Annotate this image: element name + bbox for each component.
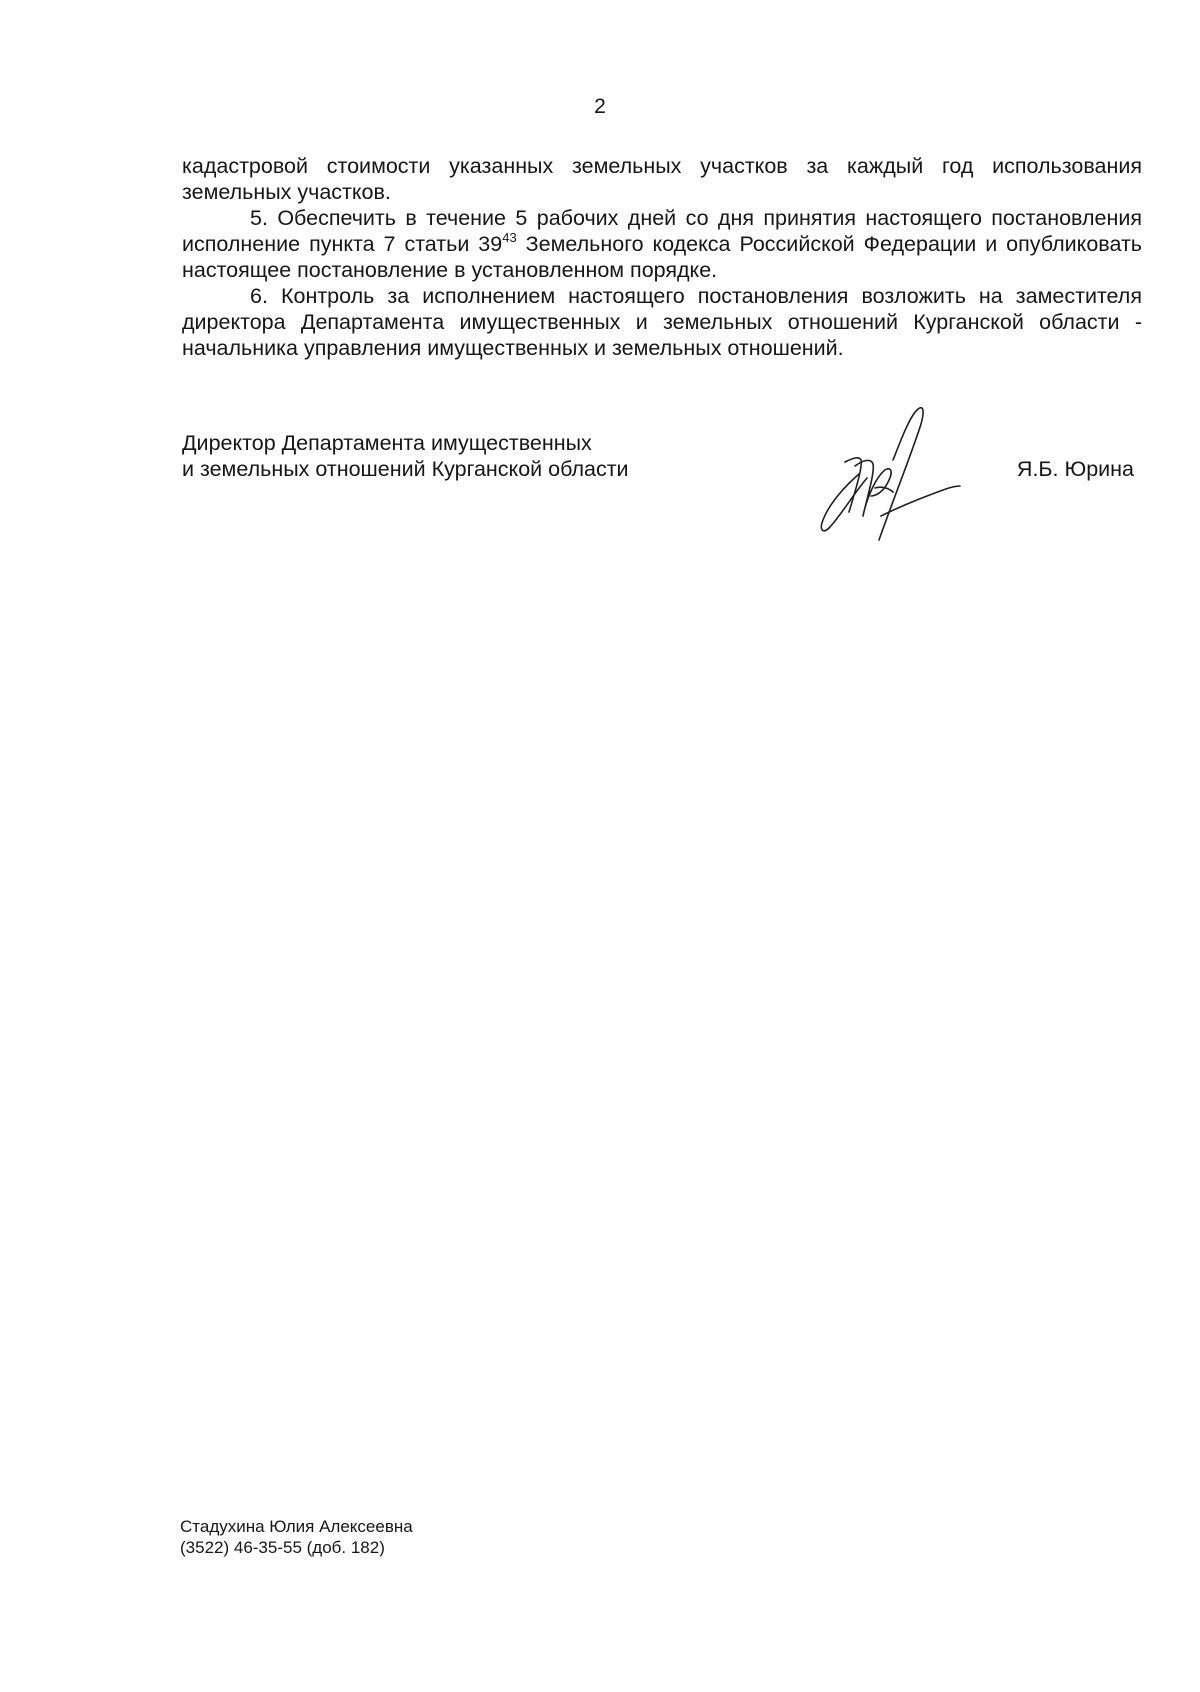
paragraph-5-text-a: 5. Обеспечить в течение 5 рабочих дней со дня принятия настоящего постановления исполнение пункта 7 статьи 39 — [182, 206, 1142, 256]
signer-name: Я.Б. Юрина — [1016, 457, 1134, 481]
page-number: 2 — [594, 95, 606, 118]
signer-position-line-1: Директор Департамента имущественных — [182, 431, 592, 455]
signer-position-line-2: и земельных отношений Курганской области — [182, 457, 629, 481]
article-superscript: 43 — [502, 230, 517, 245]
contact-info — [180, 1516, 413, 1558]
paragraph-5-text-b: Земельного кодекса Российской Федерации и опубликовать настоящее постановление в установленном порядке. — [182, 232, 1142, 282]
contact-name: Стадухина Юлия Алексеевна — [180, 1517, 413, 1536]
signature-block — [182, 430, 1142, 550]
paragraph-1: кадастровой стоимости указанных земельных участков за каждый год использования земельных участков. — [182, 154, 1142, 204]
handwritten-signature — [797, 400, 967, 550]
signer-position — [182, 430, 629, 482]
paragraph-5 — [182, 205, 1142, 283]
paragraph-6: 6. Контроль за исполнением настоящего постановления возложить на заместителя директора Департамента имущественных и земельных отношений Курганской области - начальника управления имущественных и земельных отношений. — [182, 284, 1142, 360]
contact-phone: (3522) 46-35-55 (доб. 182) — [180, 1538, 385, 1557]
document-body — [182, 153, 1142, 361]
